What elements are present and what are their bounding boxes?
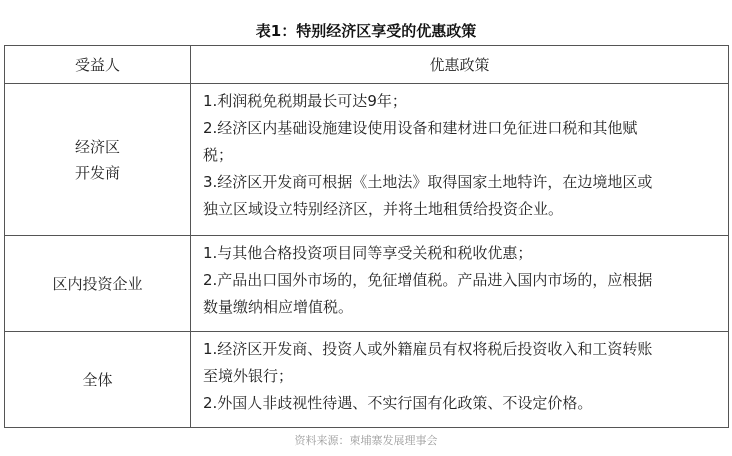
header-policy: 优惠政策 (191, 46, 729, 84)
table-row (5, 332, 729, 428)
policy-line: 独立区域设立特别经济区，并将土地租赁给投资企业。 (203, 200, 564, 218)
beneficiary-text: 经济区 (74, 137, 120, 156)
beneficiary-cell (5, 236, 191, 332)
policy-cell (191, 84, 729, 236)
beneficiary-text: 开发商 (74, 163, 120, 182)
beneficiary-cell (5, 84, 191, 236)
beneficiary-cell (5, 332, 191, 428)
source-note: 资料来源：柬埔寨发展理事会 (294, 434, 438, 447)
table-row (5, 84, 729, 236)
policy-line: 至境外银行； (203, 367, 294, 385)
policy-line: 2.外国人非歧视性待遇、不实行国有化政策、不设定价格。 (203, 394, 593, 412)
policy-cell (191, 332, 729, 428)
policy-line: 数量缴纳相应增值税。 (203, 298, 354, 316)
table-title: 表1：特别经济区享受的优惠政策 (255, 22, 477, 40)
beneficiary-text: 区内投资企业 (52, 274, 143, 293)
header-beneficiary: 受益人 (5, 46, 191, 84)
table-header-row (5, 46, 729, 84)
policy-line: 1.经济区开发商、投资人或外籍雇员有权将税后投资收入和工资转账 (203, 340, 653, 358)
policy-cell (191, 236, 729, 332)
policy-table (4, 45, 729, 428)
policy-line: 1.与其他合格投资项目同等享受关税和税收优惠； (203, 244, 533, 262)
policy-line: 3.经济区开发商可根据《土地法》取得国家土地特许，在边境地区或 (203, 173, 653, 191)
table-row (5, 236, 729, 332)
policy-line: 1.利润税免税期最长可达9年； (203, 92, 407, 110)
policy-line: 2.经济区内基础设施建设使用设备和建材进口免征进口税和其他赋 (203, 119, 638, 137)
policy-line: 税； (203, 146, 234, 164)
beneficiary-text: 全体 (82, 370, 113, 389)
policy-line: 2.产品出口国外市场的，免征增值税。产品进入国内市场的，应根据 (203, 271, 653, 289)
